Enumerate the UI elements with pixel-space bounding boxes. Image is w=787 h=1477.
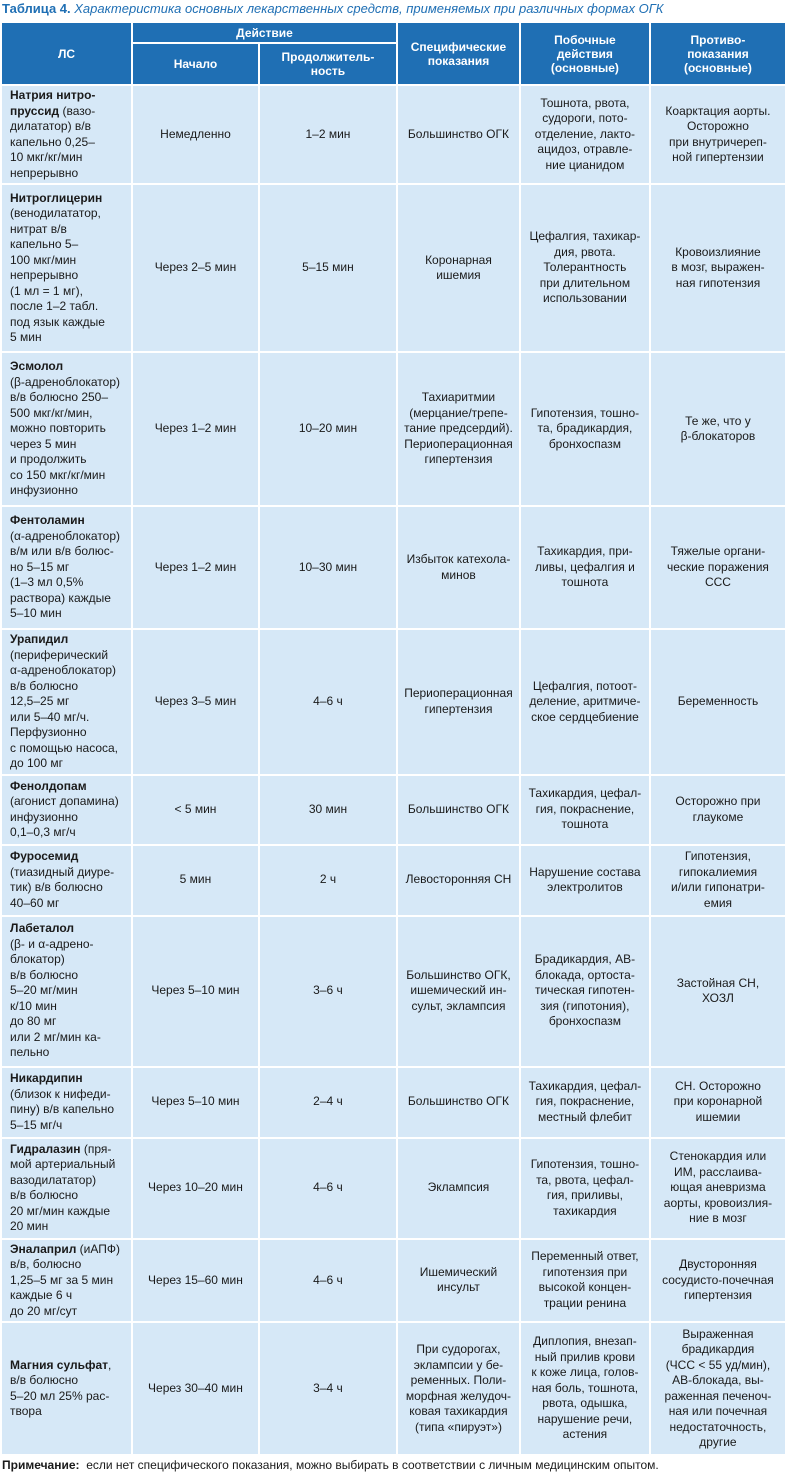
contraindications-cell: Те же, что у β-блокаторов — [651, 353, 785, 505]
contraindications-cell: Двусторонняя сосудисто-почечная гипертензия — [651, 1240, 785, 1322]
table-row — [2, 1139, 785, 1238]
drug-name: Фентоламин — [10, 513, 85, 528]
contraindications-cell: Коарктация аорты. Осторожно при внутричереп- ной гипертензии — [651, 86, 785, 183]
contraindications-cell: Кровоизлияние в мозг, выражен- ная гипотензия — [651, 185, 785, 351]
drug-description: (пря- мой артериальный вазодилататор) в/в болюсно 20 мг/мин каждые 20 мин — [10, 1141, 116, 1233]
duration-cell: 3–4 ч — [260, 1323, 396, 1454]
drug-name: Нитроглицерин — [10, 190, 103, 205]
drug-name: Фенолдопам — [10, 778, 87, 793]
drug-cell — [2, 507, 131, 628]
side-effects-cell: Тахикардия, цефал- гия, покраснение, тошнота — [521, 776, 649, 844]
indications-cell: Эклампсия — [398, 1139, 519, 1238]
table-row — [2, 86, 785, 183]
contraindications-cell: Выраженная брадикардия (ЧСС < 55 уд/мин), АВ-блокада, вы- раженная печеноч- ная или почечная недостаточность, другие — [651, 1323, 785, 1454]
duration-cell: 10–30 мин — [260, 507, 396, 628]
header-side-effects: Побочные действия (основные) — [521, 23, 649, 84]
footnote-label: Примечание: — [2, 1458, 80, 1472]
onset-cell: Через 5–10 мин — [133, 1068, 258, 1137]
onset-cell: Через 10–20 мин — [133, 1139, 258, 1238]
duration-cell: 5–15 мин — [260, 185, 396, 351]
drug-name: Натрия нитро- пруссид — [10, 88, 96, 118]
indications-cell: Левосторонняя СН — [398, 846, 519, 915]
drug-cell — [2, 353, 131, 505]
drug-description: (агонист допамина) инфузионно 0,1–0,3 мг/ч — [10, 794, 119, 839]
side-effects-cell: Брадикардия, АВ- блокада, ортоста- тическая гипотен- зия (гипотония), бронхоспазм — [521, 917, 649, 1066]
indications-cell: Тахиаритмии (мерцание/трепе- тание предсердий). Периоперационная гипертензия — [398, 353, 519, 505]
drug-cell — [2, 1068, 131, 1137]
table-row — [2, 1068, 785, 1137]
duration-cell: 10–20 мин — [260, 353, 396, 505]
table-row — [2, 353, 785, 505]
side-effects-cell: Тахикардия, цефал- гия, покраснение, местный флебит — [521, 1068, 649, 1137]
table-row — [2, 185, 785, 351]
onset-cell: Через 2–5 мин — [133, 185, 258, 351]
duration-cell: 2 ч — [260, 846, 396, 915]
duration-cell: 4–6 ч — [260, 1139, 396, 1238]
contraindications-cell: СН. Осторожно при коронарной ишемии — [651, 1068, 785, 1137]
header-indications: Специфические показания — [398, 23, 519, 84]
contraindications-cell: Стенокардия или ИМ, расслаива- ющая аневризма аорты, кровоизлия- ние в мозг — [651, 1139, 785, 1238]
side-effects-cell: Цефалгия, тахикар- дия, рвота. Толерантность при длительном использовании — [521, 185, 649, 351]
contraindications-cell: Тяжелые органи- ческие поражения ССС — [651, 507, 785, 628]
indications-cell: Ишемический инсульт — [398, 1240, 519, 1322]
table-row — [2, 630, 785, 774]
header-contraindications: Противо- показания (основные) — [651, 23, 785, 84]
drug-name: Гидралазин — [10, 1141, 81, 1156]
header-drug: ЛС — [2, 23, 131, 84]
drug-description: (α-адреноблокатор) в/м или в/в болюс- но 5–15 мг (1–3 мл 0,5% раствора) каждые 5–10 мин — [10, 528, 121, 621]
onset-cell: Через 3–5 мин — [133, 630, 258, 774]
drug-name: Урапидил — [10, 632, 69, 646]
contraindications-cell: Гипотензия, гипокалиемия и/или гипонатри- емия — [651, 846, 785, 915]
drug-name: Фуросемид — [10, 849, 79, 863]
table-row — [2, 507, 785, 628]
indications-cell: Большинство ОГК — [398, 86, 519, 183]
duration-cell: 4–6 ч — [260, 630, 396, 774]
table-caption — [2, 0, 663, 20]
drug-name: Магния сульфат — [10, 1357, 109, 1372]
drug-description: (венодилататор, нитрат в/в капельно 5– 100 мкг/мин непрерывно (1 мл = 1 мг), после 1–2 табл. под язык каждые 5 мин — [10, 206, 105, 344]
drug-description: (близок к нифеди- пину) в/в капельно 5–15 мг/ч — [10, 1086, 115, 1132]
table-row — [2, 917, 785, 1066]
onset-cell: Немедленно — [133, 86, 258, 183]
drug-name: Лабеталол — [10, 921, 74, 936]
onset-cell: 5 мин — [133, 846, 258, 915]
header-onset: Начало — [133, 44, 258, 84]
drug-cell — [2, 846, 131, 915]
onset-cell: Через 5–10 мин — [133, 917, 258, 1066]
contraindications-cell: Осторожно при глаукоме — [651, 776, 785, 844]
drug-description: (иАПФ) в/в, болюсно 1,25–5 мг за 5 мин каждые 6 ч до 20 мг/сут — [10, 1241, 120, 1318]
header-duration: Продолжитель- ность — [260, 44, 396, 84]
drug-cell — [2, 1139, 131, 1238]
caption-label: Таблица 4. — [2, 1, 71, 16]
onset-cell: < 5 мин — [133, 776, 258, 844]
indications-cell: Большинство ОГК — [398, 1068, 519, 1137]
drug-description: (β- и α-адрено- блокатор) в/в болюсно 5–20 мг/мин к/10 мин до 80 мг или 2 мг/мин ка- пельно — [10, 936, 101, 1060]
caption-text: Характеристика основных лекарственных средств, применяемых при различных формах ОГК — [74, 1, 664, 16]
header-action: Действие — [133, 23, 396, 42]
side-effects-cell: Цефалгия, потоот- деление, аритмиче- ское сердцебиение — [521, 630, 649, 774]
drug-cell — [2, 776, 131, 844]
drug-description: (периферический α-адреноблокатор) в/в болюсно 12,5–25 мг или 5–40 мг/ч. Перфузионно с помощью насоса, до 100 мг — [10, 647, 119, 770]
drug-description: (тиазидный диуре- тик) в/в болюсно 40–60 мг — [10, 864, 115, 910]
onset-cell: Через 15–60 мин — [133, 1240, 258, 1322]
indications-cell: Периоперационная гипертензия — [398, 630, 519, 774]
footnote-text: если нет специфического показания, можно выбирать в соответствии с личным медицинским опытом. — [86, 1458, 659, 1472]
indications-cell: Избыток катехола- минов — [398, 507, 519, 628]
drug-cell — [2, 630, 131, 774]
duration-cell: 3–6 ч — [260, 917, 396, 1066]
side-effects-cell: Гипотензия, тошно- та, брадикардия, бронхоспазм — [521, 353, 649, 505]
onset-cell: Через 1–2 мин — [133, 353, 258, 505]
side-effects-cell: Тошнота, рвота, судороги, пото- отделение, лакто- ацидоз, отравле- ние цианидом — [521, 86, 649, 183]
drug-cell — [2, 1323, 131, 1454]
contraindications-cell: Беременность — [651, 630, 785, 774]
onset-cell: Через 1–2 мин — [133, 507, 258, 628]
drug-cell — [2, 86, 131, 183]
side-effects-cell: Гипотензия, тошно- та, рвота, цефал- гия, приливы, тахикардия — [521, 1139, 649, 1238]
table-row — [2, 1323, 785, 1454]
side-effects-cell: Нарушение состава электролитов — [521, 846, 649, 915]
onset-cell: Через 30–40 мин — [133, 1323, 258, 1454]
side-effects-cell: Тахикардия, при- ливы, цефалгия и тошнота — [521, 507, 649, 628]
drug-description: (вазо- дилататор) в/в капельно 0,25– 10 мкг/кг/мин непрерывно — [10, 103, 96, 180]
table-row — [2, 1240, 785, 1322]
drug-name: Эсмолол — [10, 359, 64, 374]
indications-cell: При судорогах, эклампсии у бе- ременных. Поли- морфная желудоч- ковая тахикардия (типа «пируэт») — [398, 1323, 519, 1454]
drug-name: Эналаприл — [10, 1241, 77, 1256]
side-effects-cell: Диплопия, внезап- ный прилив крови к коже лица, голов- ная боль, тошнота, рвота, одышка, нарушение речи, астения — [521, 1323, 649, 1454]
footnote — [2, 1458, 659, 1473]
indications-cell: Большинство ОГК, ишемический ин- сульт, эклампсия — [398, 917, 519, 1066]
duration-cell: 2–4 ч — [260, 1068, 396, 1137]
drug-description: (β-адреноблокатор) в/в болюсно 250– 500 мкг/кг/мин, можно повторить через 5 мин и продолжить со 150 мкг/кг/мин инфузионно — [10, 374, 120, 498]
table-row — [2, 846, 785, 915]
drug-cell — [2, 917, 131, 1066]
side-effects-cell: Переменный ответ, гипотензия при высокой концен- трации ренина — [521, 1240, 649, 1322]
duration-cell: 30 мин — [260, 776, 396, 844]
indications-cell: Коронарная ишемия — [398, 185, 519, 351]
contraindications-cell: Застойная СН, ХОЗЛ — [651, 917, 785, 1066]
drug-cell — [2, 1240, 131, 1322]
duration-cell: 4–6 ч — [260, 1240, 396, 1322]
drug-table — [0, 21, 787, 1456]
table-row — [2, 776, 785, 844]
duration-cell: 1–2 мин — [260, 86, 396, 183]
drug-name: Никардипин — [10, 1071, 83, 1085]
drug-cell — [2, 185, 131, 351]
indications-cell: Большинство ОГК — [398, 776, 519, 844]
drug-description: , в/в болюсно 5–20 мл 25% рас- твора — [10, 1357, 112, 1418]
